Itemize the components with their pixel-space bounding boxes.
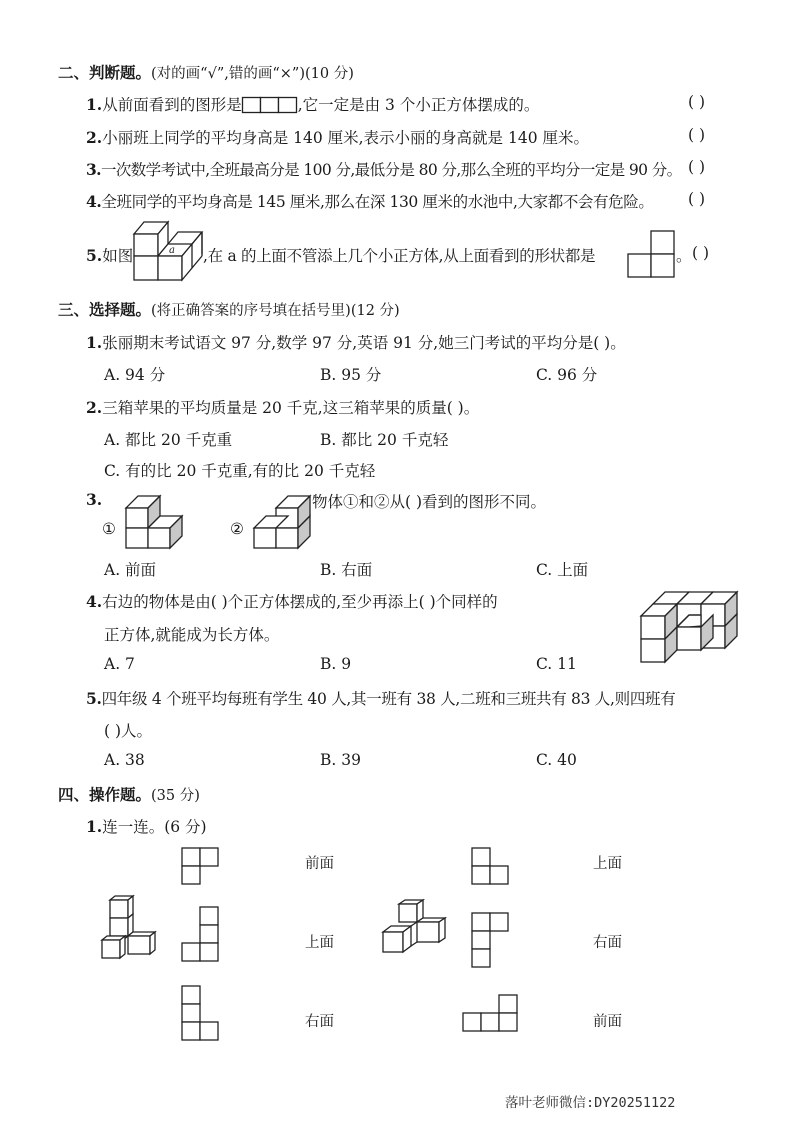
option-b[interactable]: B. 39	[320, 751, 361, 769]
right-label-right[interactable]: 右面	[593, 935, 622, 951]
answer-paren[interactable]: ( )	[688, 158, 706, 176]
option-c[interactable]: C. 96 分	[536, 366, 598, 384]
section-2-heading	[58, 61, 354, 83]
figure-label-2: ②	[230, 520, 244, 538]
option-b[interactable]: B. 9	[320, 655, 352, 673]
right-label-front[interactable]: 前面	[593, 1014, 622, 1030]
left-label-front[interactable]: 前面	[305, 856, 334, 872]
answer-paren[interactable]: ( )	[688, 126, 706, 144]
question-text: 如图	[102, 247, 134, 265]
s3-q5-line1	[86, 687, 675, 709]
s2-q5-text	[203, 244, 595, 266]
view-l-1	[181, 847, 221, 887]
question-text: 右边的物体是由( )个正方体摆成的,至少再添上( )个同样的	[102, 593, 498, 611]
left-label-right[interactable]: 右面	[305, 1014, 334, 1030]
question-number: 5.	[86, 246, 103, 265]
section-2-title: 二、判断题。	[58, 63, 152, 82]
s2-q4	[86, 190, 653, 212]
question-text: 小丽班上同学的平均身高是 140 厘米,表示小丽的身高就是 140 厘米。	[102, 129, 589, 147]
question-number: 2.	[86, 398, 103, 417]
question-number: 4.	[86, 592, 103, 611]
object-1-figure	[124, 490, 186, 548]
s3-q2	[86, 396, 479, 418]
s4-q1	[86, 815, 207, 837]
question-number: 1.	[86, 95, 103, 114]
left-label-top[interactable]: 上面	[305, 935, 334, 951]
answer-paren[interactable]: ( )	[688, 190, 706, 208]
question-text: 张丽期末考试语文 97 分,数学 97 分,英语 91 分,她三门考试的平均分是( )。	[102, 334, 626, 352]
question-text: 四年级 4 个班平均每班有学生 40 人,其一班有 38 人,二班和三班共有 83 人,则四班有	[101, 690, 676, 708]
question-number: 2.	[86, 128, 103, 147]
option-c[interactable]: C. 40	[536, 751, 577, 769]
left-object-figure	[102, 892, 162, 962]
option-c[interactable]: C. 11	[536, 655, 577, 673]
section-2-note: (对的画“√”,错的画“×”)(10 分)	[151, 66, 354, 82]
view-l-2	[181, 906, 221, 966]
option-c[interactable]: C. 上面	[536, 561, 589, 579]
option-b[interactable]: B. 95 分	[320, 366, 382, 384]
s2-q1	[86, 93, 539, 115]
section-3-title: 三、选择题。	[58, 300, 152, 319]
question-text: 全班同学的平均身高是 145 厘米,那么在深 130 厘米的水池中,大家都不会有危险。	[101, 193, 654, 211]
view-r-1	[471, 847, 511, 887]
option-b[interactable]: B. 都比 20 千克轻	[320, 431, 449, 449]
question-number: 5.	[86, 689, 102, 708]
q4-cube-structure-figure	[641, 590, 751, 670]
view-r-2	[471, 912, 511, 972]
question-number: 4.	[86, 192, 102, 211]
section-3-heading	[58, 298, 400, 320]
cube-label-a: a	[169, 245, 175, 256]
right-label-top[interactable]: 上面	[593, 856, 622, 872]
question-text: ,它一定是由 3 个小正方体摆成的。	[297, 96, 540, 114]
section-4-note: (35 分)	[151, 788, 200, 804]
option-b[interactable]: B. 右面	[320, 561, 373, 579]
right-object-figure	[383, 898, 449, 958]
s2-q2	[86, 126, 589, 148]
section-4-title: 四、操作题。	[58, 785, 152, 804]
figure-label-1: ①	[102, 520, 116, 538]
question-number: 1.	[86, 333, 103, 352]
s2-q3	[86, 158, 682, 180]
section-3-note: (将正确答案的序号填在括号里)(12 分)	[151, 303, 400, 319]
view-r-3	[462, 994, 522, 1034]
question-text: ,在 a 的上面不管添上几个小正方体,从上面看到的形状都是	[203, 247, 596, 265]
section-4-heading	[58, 783, 200, 805]
option-c[interactable]: C. 有的比 20 千克重,有的比 20 千克轻	[104, 462, 376, 480]
s3-q5-line2: ( )人。	[104, 722, 153, 740]
q5-end: 。	[676, 247, 692, 265]
three-square-figure	[242, 97, 298, 113]
option-a[interactable]: A. 前面	[104, 561, 157, 579]
question-number: 3.	[86, 490, 103, 509]
option-a[interactable]: A. 7	[104, 655, 135, 673]
question-text: 连一连。(6 分)	[102, 818, 207, 836]
question-number: 3.	[86, 160, 101, 179]
s3-q4-line2: 正方体,就能成为长方体。	[104, 626, 280, 644]
option-a[interactable]: A. 38	[104, 751, 145, 769]
q5-top-view-figure	[628, 230, 678, 280]
object-2-figure	[252, 490, 314, 548]
view-l-3	[181, 985, 221, 1045]
q5-cube-figure	[132, 220, 212, 290]
watermark-text: 落叶老师微信:DY20251122	[505, 1095, 676, 1111]
question-text: 从前面看到的图形是	[102, 96, 242, 114]
s3-q3-text: 物体①和②从( )看到的图形不同。	[312, 493, 547, 511]
s3-q1	[86, 331, 626, 353]
option-a[interactable]: A. 94 分	[104, 366, 166, 384]
s3-q3-num	[86, 490, 102, 509]
question-number: 1.	[86, 817, 103, 836]
answer-paren[interactable]: ( )	[692, 244, 710, 262]
question-text: 三箱苹果的平均质量是 20 千克,这三箱苹果的质量( )。	[102, 399, 480, 417]
s3-q4-line1	[86, 590, 498, 612]
option-a[interactable]: A. 都比 20 千克重	[104, 431, 233, 449]
question-text: 一次数学考试中,全班最高分是 100 分,最低分是 80 分,那么全班的平均分一定是 90 分。	[100, 161, 682, 179]
s2-q5-num-text	[86, 244, 133, 266]
answer-paren[interactable]: ( )	[688, 93, 706, 111]
